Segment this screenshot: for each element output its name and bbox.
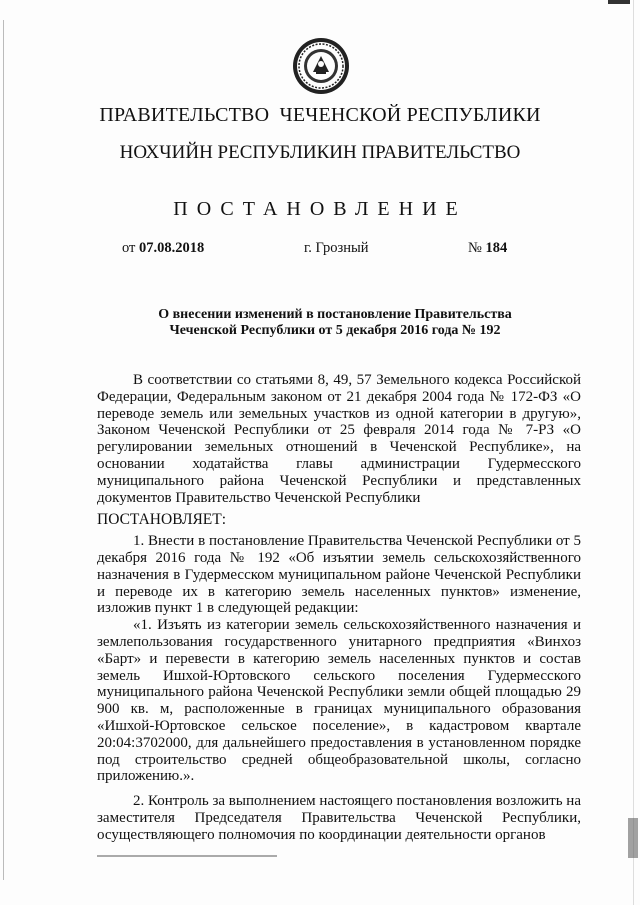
subject-line: Чеченской Республики от 5 декабря 2016 года № 192 [169, 323, 501, 338]
document-body [97, 372, 581, 844]
document-city: г. Грозный [304, 240, 369, 256]
document-type-heading: ПОСТАНОВЛЕНИЕ [173, 198, 467, 220]
scan-footer-noise [97, 854, 277, 860]
decree-word: ПОСТАНОВЛЯЕТ: [97, 511, 227, 529]
item-1-paragraph: 1. Внести в постановление Правительства Чеченской Республики от 5 декабря 2016 года № 192 «Об изъятии земель сельскохозяйственного назначения в Гудермесском муниципальном районе Чеченской Республики и переводе их в категорию земель населенных пунктов» изменение, изложив пункт 1 в следующей редакции: [97, 533, 581, 617]
document-number: № 184 [468, 240, 508, 256]
document-date: от 07.08.2018 [122, 240, 205, 256]
coat-of-arms-icon [291, 36, 351, 96]
government-title-ru: ПРАВИТЕЛЬСТВО ЧЕЧЕНСКОЙ РЕСПУБЛИКИ [99, 104, 541, 126]
footer-path-marks [97, 854, 277, 859]
item-1-quote-paragraph: «1. Изъять из категории земель сельскохозяйственного назначения и землепользования государственного унитарного предприятия «Винхоз «Барт» и перевести в категорию земель населенных пунктов и состав земель Ишхой-Юртовского сельского поселения Гудермесского муниципального района Чеченской Республики земли общей площадью 29 900 кв. м, расположенные в границах муниципального образования «Ишхой-Юртовское сельское поселение», в кадастровом квартале 20:04:3702000, для дальнейшего предоставления в установленном порядке под строительство средней общеобразовательной школы, согласно приложению.». [97, 617, 581, 785]
subject-line: О внесении изменений в постановление Правительства [158, 307, 512, 322]
item-2-paragraph: 2. Контроль за выполнением настоящего постановления возложить на заместителя Председателя Правительства Чеченской Республики, осуществляющего полномочия по координации деятельности органов [97, 793, 581, 843]
side-stamp-mark [628, 818, 638, 858]
document-subject [100, 307, 570, 339]
scan-edge [633, 0, 634, 905]
government-title-ce: НОХЧИЙН РЕСПУБЛИКИН ПРАВИТЕЛЬСТВО [119, 142, 521, 163]
preamble-paragraph: В соответствии со статьями 8, 49, 57 Земельного кодекса Российской Федерации, Федеральным законом от 21 декабря 2004 года № 172-ФЗ «О переводе земель или земельных участков из одной категории в другую», Законом Чеченской Республики от 25 февраля 2014 года № 7-РЗ «О регулировании земельных отношений в Чеченской Республике», на основании ходатайства главы администрации Гудермесского муниципального района Чеченской Республики и представленных документов Правительство Чеченской Республики [97, 372, 581, 506]
scan-mark [608, 0, 630, 4]
